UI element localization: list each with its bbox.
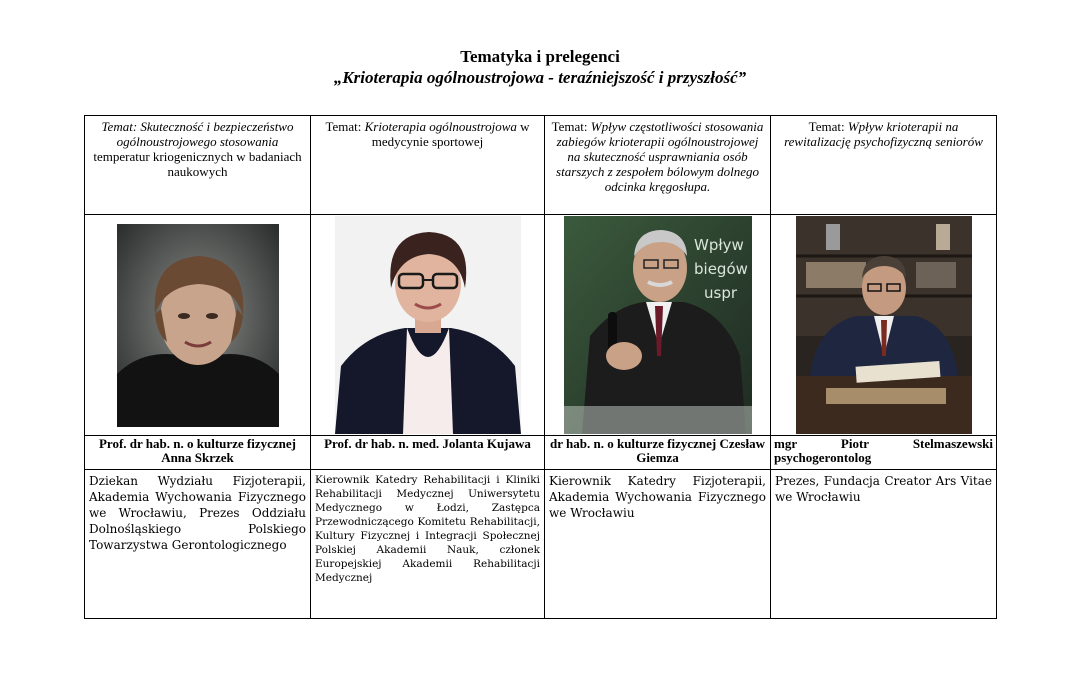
speaker-name-4 [771,436,996,465]
desc-cell-3 [545,470,771,619]
topic-cell-2 [311,116,545,215]
topic-text-1 [85,116,310,179]
topic-title-italic: Wpływ krioterapii na rewitalizację psychofizyczną seniorów [784,119,983,149]
topic-title-italic: Skuteczność i bezpieczeństwo ogólnoustrojowego stosowania [116,119,294,149]
photo-cell-1 [85,215,311,436]
name-part: Stelmaszewski [912,436,993,451]
name-cell-3 [545,436,771,470]
topic-prefix: Temat: [101,119,138,134]
page-title: Tematyka i prelegenci [460,47,620,66]
topic-prefix: Temat: [551,119,591,134]
speaker-name-line [774,437,993,451]
photos-row [85,215,997,436]
screen-text-1: Wpływ [693,236,744,254]
topic-cell-1 [85,116,311,215]
topic-cell-4 [771,116,997,215]
portrait-man-speaking-icon [564,216,752,434]
topic-title-plain: temperatur kriogenicznych w badaniach naukowych [93,149,302,179]
desc-cell-1 [85,470,311,619]
name-part: Piotr [840,436,870,451]
speaker-description-1: Dziekan Wydziału Fizjoterapii, Akademia Wychowania Fizycznego we Wrocławiu, Prezes Oddziału Dolnośląskiego Polskiego Towarzystwa Gerontologicznego [89,474,306,552]
topic-text-4 [771,116,996,149]
speaker-role: psychogerontolog [774,450,872,465]
topic-title-italic: Krioterapia ogólnoustrojowa [364,119,517,134]
speaker-name-2: Prof. dr hab. n. med. Jolanta Kujawa [324,436,531,451]
photo-cell-3 [545,215,771,436]
speaker-description-4: Prezes, Fundacja Creator Ars Vitae we Wrocławiu [775,474,992,504]
speakers-table [84,115,997,619]
photo-cell-4 [771,215,997,436]
speaker-description-2: Kierownik Katedry Rehabilitacji i Kliniki Rehabilitacji Medycznej Uniwersytetu Medycznego w Łodzi, Zastępca Przewodniczącego Komitetu Rehabilitacji, Kultury Fizycznej i Integracji Społecznej Polskiej Akademii Nauk, członek Europejskiej Akademii Rehabilitacji Medycznej [315,474,540,584]
speaker-description-3: Kierownik Katedry Fizjoterapii, Akademia Wychowania Fizycznego we Wrocławiu [549,474,766,520]
page-heading [0,47,1080,88]
speaker-name-3: dr hab. n. o kulturze fizycznej Czesław Giemza [550,436,765,465]
topic-text-3 [545,116,770,194]
name-cell-1 [85,436,311,470]
portrait-woman-glasses-icon [335,216,521,434]
desc-cell-4 [771,470,997,619]
screen-text-3: uspr [703,284,737,302]
topic-text-2 [311,116,544,149]
topic-cell-3 [545,116,771,215]
topic-title-italic: Wpływ częstotliwości stosowania zabiegów krioterapii ogólnoustrojowej na skuteczność usprawniania osób starszych z zespołem bólowym dolnego odcinka kręgosłupa. [556,119,764,194]
page-subtitle: „Krioterapia ogólnoustrojowa - teraźniejszość i przyszłość” [333,68,747,87]
desc-cell-2 [311,470,545,619]
topic-prefix: Temat: [325,119,365,134]
screen-text-2: biegów [693,260,748,278]
speaker-name-1: Prof. dr hab. n. o kulturze fizycznej Anna Skrzek [98,436,297,465]
portrait-man-desk-icon [796,216,972,434]
topics-row [85,116,997,215]
descriptions-row [85,470,997,619]
topic-title-plain: w medycynie sportowej [371,119,530,149]
topic-prefix: Temat: [808,119,848,134]
name-cell-4 [771,436,997,470]
names-row [85,436,997,470]
photo-cell-2 [311,215,545,436]
name-part: mgr [774,436,798,451]
portrait-woman-icon [117,224,279,427]
name-cell-2 [311,436,545,470]
